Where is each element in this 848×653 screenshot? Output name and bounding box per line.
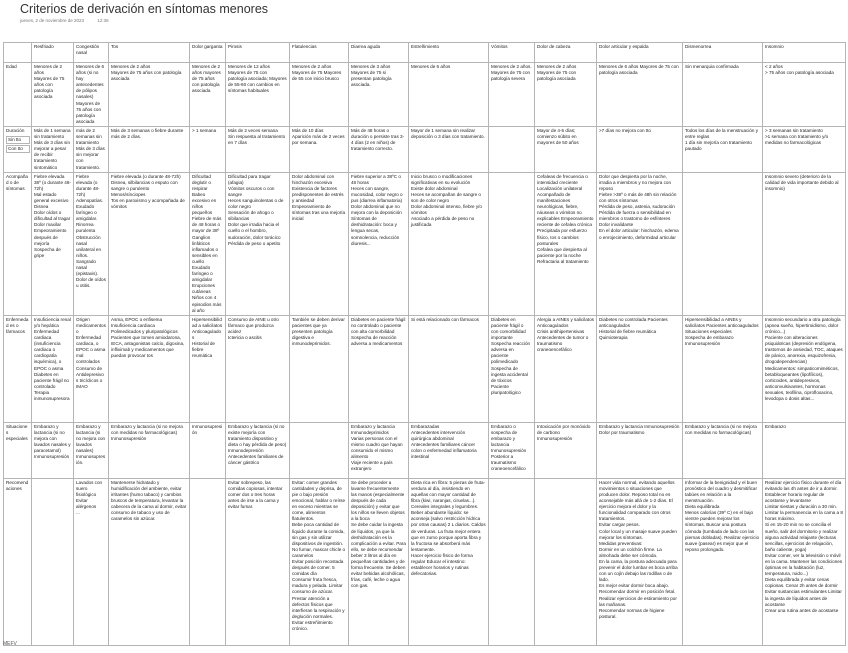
table-cell: Hipersensibilidad a AINEs y salicilatos Pacientes anticoagulados Situaciones especiales Sospecha de embarazo Inmunosupresión	[683, 315, 763, 422]
column-header: Resfriado	[32, 43, 74, 63]
table-cell: Menores de 12 años Mayores de 75 con patología asociada; Mayores de 55-60 con cambios en síntomas habituales	[226, 63, 290, 127]
table-cell: Realizar ejercicio físico durante el día evitando las 4h antes de ir a dormir. Establecer horario regular de acostarse y levantarse Limitar siestas y duración a 30 min. Limitar la permanencia en la cama a 8 horas máximo. Si en 15-20 min no se concilia el sueño, salir del dormitorio y realizar alguna actividad relajante (lecturas sencillas, ejercicios de relajación, baño caliente, yoga) Evitar comer, ver la televisión o móvil en la cama. Mantener las condiciones óptimas en la habitación (luz, temperatura, ruido...) Dieta equilibrada y evitar cenas copiosas. Cenar 2h antes de dormir Evitar sustancias estimulantes Limitar la ingesta de líquidos antes de acostarse Crear una rutina antes de acostarse	[763, 478, 846, 645]
table-cell: Embarazo o sospecha de embarazo y lactancia Inmunosupresión Posterior a traumatismo craneoencefálico	[489, 422, 535, 478]
column-header: Diarrea aguda	[349, 43, 409, 63]
table-cell: Fiebre elevada 38º (o durante 48-72h) Mal estado general excesivo Disnea Dolor oídos o dificultad al tragar Dolor maxilar Empeoramiento después de mejoría Sospecha de gripe	[32, 172, 74, 315]
table-cell: Sin menarquia confirmada	[683, 63, 763, 127]
column-header: Dolor de cabeza	[535, 43, 597, 63]
table-cell: Menores de 6 años Mayores de 75 con patología asociada	[597, 63, 683, 127]
table-cell	[190, 478, 226, 645]
column-header: Dismenorrea	[683, 43, 763, 63]
column-header: Flatulencias	[290, 43, 349, 63]
table-cell: Menores de 2 años Mayores de 75 años con patología asociada	[109, 63, 190, 127]
column-header: Tos	[109, 43, 190, 63]
table-cell: Inicio brusco o modificaciones significativas en su evolución Existe dolor abdominal Heces se acompañan de sangre o son de color negro Dolor abdominal intenso, fiebre y/o vómitos Asociado a pérdida de peso no justificada	[409, 172, 489, 315]
table-cell	[489, 126, 535, 172]
page-footer: MEFV	[3, 641, 17, 647]
table-cell: Informar de la benignidad y el buen pronóstico del cuadro y desmitificar tabúes en relación a la menstruación. Dieta equilibrada Menos calorías (39º C) en el bajo vientre pueden mejorar los síntomas. Buscar una postura cómoda (tumbada de lado con las piernas dobladas). Realizar ejercicio suave (pasear) es mejor que el reposo prolongado.	[683, 478, 763, 645]
row-label: Edad	[6, 64, 17, 69]
table-cell: Diabetes en paciente frágil no controlado o paciente con alta comorbilidad Sospecha de reacción adversa a medicamentos	[349, 315, 409, 422]
table-cell: Embarazo y lactancia (si no mejora con lavados nasales y paracetamol) Inmunosupresión	[32, 422, 74, 478]
table-cell: Asma, EPOC o enfisema Insuficiencia cardiaca Polimedicados y pluripatológicos Pacientes que tomen amiodarona, IECA, antagonistas calcio, digoxina, infliximab y medicamentos que puedan provocar tos	[109, 315, 190, 422]
table-cell: Insomnio severo (deterioro de la calidad de vida importante debido al insomnio)	[763, 172, 846, 315]
column-header: Estreñimiento	[409, 43, 489, 63]
header-row	[4, 43, 846, 63]
table-cell	[535, 478, 597, 645]
table-cell: Menores de 6 años (si no hay antecedentes de pólipos nasales) Mayores de 75 años con patología asociada	[74, 63, 109, 127]
row-label: Situaciones especiales	[6, 423, 28, 441]
table-cell: Hacer vida normal, evitando aquellos movimientos o situaciones que producen dolor. Reposo total no es aconsejable más allá de 1-2 días. El ejercicio mejora el dolor y la funcionalidad comparado con otros tratamientos. Evitar cargar pesos. Color local y un masaje suave pueden mejorar los síntomas. Medidas preventivas: Dormir en un colchón firme. La almohada debe ser cómoda. En la cama, la postura adecuada para prevenir el dolor lumbar es boca arriba con un cojín debajo las rodillas o de lado. Es mejor evitar dormir boca abajo. Recomendar dormir en posición fetal. Realizar ejercicios de estiramiento por las mañanas. Recomendar normas de higiene postural.	[597, 478, 683, 645]
table-cell: Insuficiencia renal y/o hepática Enfermedad cardiaca (insuficiencia cardiaca o cardiopatía isquémica), o EPOC o asma Diabetes en paciente frágil no controlado Terapia inmunosupresora	[32, 315, 74, 422]
tab-sin-tto[interactable]: Sin tto	[6, 136, 30, 144]
table-row	[4, 422, 846, 478]
table-cell: Dolor abdominal con hinchazón excesiva Existencia de factores predisponentes de estrés y ansiedad Empeoramiento de síntomas tras una mejoría inicial	[290, 172, 349, 315]
column-header: Vómitos	[489, 43, 535, 63]
table-cell: Más de 48 horas o duración o persiste tras 3-4 días (2 en niños) de tratamiento correcto.	[349, 126, 409, 172]
table-cell: Más de 10 días Aparición más de 2 veces por semana.	[290, 126, 349, 172]
table-cell: Insomnio secundario a otra patología (apnea sueño, hipertiroidismo, dolor crónico...) Paciente con alteraciones psiquiátricas (depresión endógena, trastornos de ansiedad, TOC, ataques de pánico, anorexia, esquizofrenia, drogodependencias) Medicamentos: simpaticomiméticos, betabloqueantes (lipofílicos), corticoides, antidepresivos, anticonvulsivantes, hormonas sexuales, teofilina, ciprofloxacino, levodopa o dosis altas...	[763, 315, 846, 422]
table-cell: Menores de 6 años	[409, 63, 489, 127]
criteria-table	[3, 42, 846, 646]
table-cell: Dificultad deglutir o respirar Babeo excesivo en niños pequeños Fiebre de más de 48 horas o mayor de 38º Ganglios linfáticos inflamados o sensibles en cuello Exudado faríngeo o amigdalar Erupciones cutáneas Niños con 4 episodios más al año	[190, 172, 226, 315]
table-cell: Menores de 2 años Mayores de 75 con patología asociada	[535, 63, 597, 127]
table-row	[4, 478, 846, 645]
table-cell: Fiebre superior a 38ºC o 48 horas Heces con sangre, mucosidad, color negro o pus (diarrea inflamatoria) Dolor abdominal que no mejora con la deposición Síntomas de deshidratación: boca y lengua secas, somnolencia, reducción diuresis...	[349, 172, 409, 315]
column-header: Pirosis	[226, 43, 290, 63]
tab-con-tto[interactable]: Con tto	[6, 145, 30, 153]
table-cell: Dificultad para tragar (afagia) Vómitos oscuros o con sangre Heces sanguinolentas o de color negro Sensación de ahogo o sibilancias Dolor que irradia hacia el cuello o el hombro, sudoración, dolor torácico Pérdida de peso o apetito	[226, 172, 290, 315]
table-cell: Menores de 2 años mayores de 75 años con patología asociada	[190, 63, 226, 127]
row-header	[4, 63, 32, 127]
table-cell: > 1 semana	[190, 126, 226, 172]
table-cell: > 3 semanas sin tratamiento >1 semana con tratamiento y/o medidas no farmacológicas	[763, 126, 846, 172]
table-cell	[489, 172, 535, 315]
table-cell: Menores de 3 años Mayores de 75 si presentan patología asociada.	[349, 63, 409, 127]
table-cell: Hipersensibilidad a salicilatos Anticoagulados Historial de fiebre reumática	[190, 315, 226, 422]
table-row	[4, 172, 846, 315]
table-cell: >7 días no mejora con tto	[597, 126, 683, 172]
table-row	[4, 63, 846, 127]
duration-tabs	[6, 136, 29, 153]
table-cell: Mantenerse hidratado y humidificación del ambiente, evitar irritantes (humo tabaco) y cambios bruscos de temperatura, levantar la cabecera de la cama al dormir, evitar consumo de tabaco y uso de caramelos sin azúcar.	[109, 478, 190, 645]
row-header	[4, 172, 32, 315]
table-cell: < 2 años > 75 años con patología asociada	[763, 63, 846, 127]
column-header: Congestión nasal	[74, 43, 109, 63]
table-cell: Mayor de 1 semana sin realizar deposición o 3 días con tratamiento.	[409, 126, 489, 172]
table-row	[4, 315, 846, 422]
table-cell: más de 2 semanas sin tratamiento Más de 3 días sin mejorar con tratamiento.	[74, 126, 109, 172]
table-cell: Embarazo y lactancia Inmunodeprimidos Varias personas con el mismo cuadro que hayan consumido el mismo alimento Viaje reciente a país extranjero	[349, 422, 409, 478]
table-cell: Lavados con suero fisiológico Evitar alérgenos ...	[74, 478, 109, 645]
page-date: jueves, 2 de noviembre de 2023	[20, 18, 85, 23]
table-cell: Embarazo y lactancia Inmunosupresión Dolor por traumatismo	[597, 422, 683, 478]
table-cell: Embarazo y lactancia (si no mejora con medidas no farmacológicas) Inmunosupresión	[109, 422, 190, 478]
table-cell: Si está relacionado con fármacos	[409, 315, 489, 422]
table-cell: Cefaleas de frecuencia o intensidad creciente Localización unilateral Acompañado de manifestaciones neurológicas, fiebre, náuseas o vómitos no explicables Empeoramiento reciente de cefalea crónica Precipitada por esfuerzo físico, tos o cambios posturales Cefalea que despierta al paciente por la noche Refractaria al tratamiento	[535, 172, 597, 315]
table-cell: Embarazo	[763, 422, 846, 478]
page-title: Criterios de derivación en síntomas menores	[20, 2, 269, 16]
table-cell	[683, 172, 763, 315]
page-time: 12:36	[97, 18, 109, 23]
table-cell: Fiebre elevada (o durante 48-72h) Adenopatías. Exudado faríngeo o amigdalar. Rinorrea purulenta Obstrucción nasal unilateral en niños. Sangrado nasal (epistaxis). Dolor de oídos u otitis.	[74, 172, 109, 315]
column-header: Dolor garganta	[190, 43, 226, 63]
table-cell	[32, 478, 74, 645]
table-cell	[489, 478, 535, 645]
table-cell: Intoxicación por monóxido de carbono Inmunosupresión	[535, 422, 597, 478]
corner-cell	[4, 43, 32, 63]
table-cell: Alergia a AINEs y salicilatos Anticoagulados Crisis antihipertensivas Antecedentes de tumor o traumatismo craneoencefálico	[535, 315, 597, 422]
row-header	[4, 126, 32, 172]
page-meta	[20, 18, 121, 23]
row-label: Recomendaciones	[6, 479, 29, 491]
column-header: Insomnio	[763, 43, 846, 63]
table-cell: Embarazo y lactancia (si no mejora con lavados nasales) Inmunosupresión.	[74, 422, 109, 478]
table-row	[4, 126, 846, 172]
table-cell: Fiebre elevada (o durante 48-72h) Disnea, silbilancias o esputo con sangre o purulento Menos/sínciopes Tos en paroxismo y acompañada de vómitos	[109, 172, 190, 315]
table-cell: Origen medicamentoso Enfermedad cardiaca, o EPOC o asma mal controlados Consumo de Antidepresivos tricíclicos o IMAO	[74, 315, 109, 422]
table-cell: Inmunosupresión	[190, 422, 226, 478]
table-cell: Evitar sobrepeso, las comidas copiosas, intentar comer dos o tres horas antes de irse a la cama y evitar fumar.	[226, 478, 290, 645]
table-cell: Se debe proceder a lavarse frecuentemente las manos (especialmente después de cada deposición) y evitar que los niños se lleven objetos a la boca Se debe cuidar la ingesta de líquidos, ya que la deshidratación es la complicación a evitar. Para ello, se debe recomendar beber 3 litros al día en pequeñas cantidades y de forma frecuente. Se deben evitar bebidas alcohólicas, frías, café, leche o agua con gas.	[349, 478, 409, 645]
table-cell: Más de 2 veces semana Sin respuesta al tratamiento en 7 días	[226, 126, 290, 172]
row-label: Duración	[6, 127, 25, 133]
row-label: Acompañad o de síntomas	[6, 173, 28, 191]
table-cell: Mayor de 4-5 días; comienzo súbito en mayores de 50 años	[535, 126, 597, 172]
table-cell: Más de 1 semana sin tratamiento Más de 3 días sin mejorar a pesar de recibir tratamiento sintomático	[32, 126, 74, 172]
table-cell: Diabetes no controlada Pacientes anticoagulados Historial de fiebre reumática Quimioterapia	[597, 315, 683, 422]
row-header	[4, 422, 32, 478]
table-cell: Diabetes en paciente frágil o con comorbilidad importante Sospecha reacción adversa en paciente polimedicado Sospecha de ingesta accidental de tóxicos Paciente pluripatológico	[489, 315, 535, 422]
row-label: Enfermedad es o fármacos	[6, 316, 29, 334]
table-cell: Menores de 2 años Mayores de 75 Mayores de 55 con inicio brusco	[290, 63, 349, 127]
table-cell: Consumo de AINE u otro fármaco que produzca acidez Ictericia o ascitis	[226, 315, 290, 422]
table-cell: Evitar: comer grandes cantidades y deprisa, de pie o bajo presión emocional, hablar o reírse en exceso mientras se come, alimentos flatulentos. Bebe poca cantidad de líquido durante la comida, sin gas y sin utilizar dispositivos de ingestión. No fumar, mascar chicle o caramelos Evitar posición recostada después de comer. 5 comidas día Consumir fruta fresca, madura y pelada. Limitar consumo de azúcar. Prestar atención a defectos físicos que interfieran la respiración y deglución normales. Evitar estreñimiento crónico.	[290, 478, 349, 645]
column-header: Dolor articular y espalda	[597, 43, 683, 63]
table-cell: Menores de 2 años. Mayores de 75 con patología severa	[489, 63, 535, 127]
row-header	[4, 478, 32, 645]
table-cell: Dolor que despierta por la noche, irradia a miembros y no mejora con reposo Fiebre >38º o más de 48h sin relación con otros síntomas Pérdida de peso, astenia, sudoración Pérdida de fuerza o sensibilidad en miembros o trastorno de esfínteres Dolor invalidante En el dolor articular: hinchazón, edema o enrojecimiento, deformidad articular	[597, 172, 683, 315]
table-cell: Dieta rica en fibra: 5 piezas de fruta-verdura al día, insistiendo en aquellas con mayor cantidad de fibra (kiwi, naranjas, ciruelas...). Cereales integrales y legumbres. Beber abundante líquido: se aconseja (salvo restricción hídrica por otras causas) 2 L diarios. Caldos de verduras. La fruta mejor entera que en zumo porque aporta fibra y la fructosa se absorberá más lentamente. Hacer ejercicio físico de forma regular Educar el intestino: establecer horarios y rutinas defecatorias.	[409, 478, 489, 645]
table-cell: Embarazo y lactancia (si no mejora con medidas no farmacológicas)	[683, 422, 763, 478]
table-cell: Todos los días de la menstruación y entre reglas 1 día sin mejoría con tratamiento pautado	[683, 126, 763, 172]
table-cell: Menores de 2 años Mayores de 75 años con patología asociada	[32, 63, 74, 127]
table-cell	[290, 422, 349, 478]
table-cell: Más de 3 semanas o fiebre durante más de 2 días.	[109, 126, 190, 172]
table-cell: Embarazo y lactancia (si no existe mejoría con tratamiento dispositivo y dieta o hay pérdida de peso) Inmunodepresión Antecedentes familiares de cáncer gástrico	[226, 422, 290, 478]
row-header	[4, 315, 32, 422]
table-cell: Embarazadas Antecedentes intervención quirúrgica abdominal Antecedentes familiares cáncer colon o enfermedad inflamatoria intestinal	[409, 422, 489, 478]
table-cell: También se deben derivar pacientes que ya presenten patología digestiva e inmunodeprimidos.	[290, 315, 349, 422]
